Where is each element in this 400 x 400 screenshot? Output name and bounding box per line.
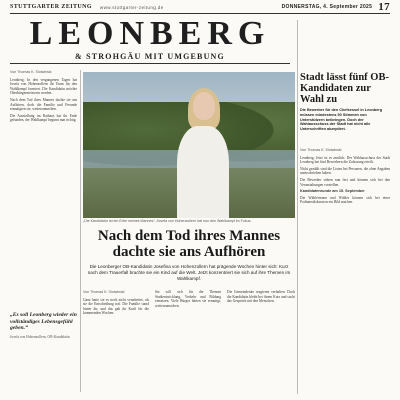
sidebar-divider: [297, 20, 298, 394]
main-lede: Die Leonberger OB-Kandidatin Josefina von Hohenzollern hat prägende Wochen hinter sich: Kurz nach dem Trauerfall brachte sie ein Kind auf die Welt. Jetzt konzentriert sie sich auf ihre Themen im Wahlkampf.: [87, 264, 291, 281]
page-number: 17: [378, 1, 390, 13]
page-header: [10, 2, 390, 12]
sidebar-kicker: Die Bewerber für den Chefsessel in Leonberg müssen mindestens 50 Stimmen von Unterstützern beibringen. Doch der Wahlausschuss der Stadt hat nicht alle Unterschriften akzeptiert.: [300, 108, 383, 132]
article-column-3: [227, 290, 295, 394]
pull-quote: [10, 312, 77, 340]
issue-date: DONNERSTAG, 4. September 2025: [281, 4, 373, 10]
sidebar-paragraph: Leonberg. Jetzt ist es amtlich: Der Wahlausschuss der Stadt Leonberg hat fünf Bewerbern die Zulassung erteilt.: [300, 155, 390, 165]
sidebar-article: [300, 72, 390, 132]
newspaper-name: STUTTGARTER ZEITUNG: [10, 4, 92, 10]
main-headline: Nach dem Tod ihres Mannes dachte sie ans Aufhören: [97, 228, 281, 260]
left-paragraph: Leonberg. In den vergangenen Tagen hat Josefa von Hohenzollern ihr Team für den Wahlkampf formiert. Die Kandidatin möchte Oberbürgermeisterin werden.: [10, 77, 77, 96]
left-paragraph: Die Ausstellung im Rathaus hat ihr Ende gefunden, der Wahlkampf beginnt nun richtig.: [10, 113, 77, 123]
article-paragraph: Ganz hatte sie es noch nicht verarbeitet, als sie die Entscheidung traf. Die Familie stand hinter ihr, und das gab ihr Kraft für die kommenden Wochen.: [83, 297, 149, 316]
section-subtitle: & STROHGÄU MIT UMGEBUNG: [75, 52, 225, 61]
header-rule: [10, 13, 390, 14]
article-paragraph: Die Gemeinderäte reagieren verhalten. Doch die Kandidatin bleibt bei ihrem Kurs und sucht das Gespräch mit den Menschen.: [227, 290, 295, 304]
sidebar-headline: Stadt lässt fünf OB-Kandidaten zur Wahl zu: [300, 72, 389, 105]
photo-caption: „Die Kandidatur ist ein Erbe meines Mannes“: Josefa von Hohenzollern hat nun den Wahlkampf im Fokus.: [83, 219, 252, 223]
sidebar-paragraph: Die Wählerinnen und Wähler können sich bei einer Podiumsdiskussion ein Bild machen.: [300, 195, 390, 205]
sidebar-body: [300, 148, 390, 394]
article-column-1: [83, 290, 149, 394]
left-paragraph: Nach dem Tod ihres Mannes dachte sie ans Aufhören, doch die Familie und Freunde ermutigten sie, weiterzumachen.: [10, 97, 77, 112]
website-url[interactable]: www.stuttgarter-zeitung.de: [99, 4, 164, 10]
pull-quote-text: „Es soll Leonberg wieder ein vollständiges Lebensgefühl geben.“: [10, 312, 77, 331]
left-byline: Von Thomas K. Slotwinski: [10, 70, 52, 74]
photo-person: [175, 92, 231, 218]
left-column: [10, 70, 77, 308]
sidebar-paragraph: Nicht gezählt sind die Listen bei Personen, die ohne Angaben unterschrieben haben.: [300, 166, 390, 176]
column-divider: [80, 70, 81, 392]
section-title: LEONBERG: [29, 15, 271, 52]
article-column-2: [155, 290, 221, 394]
sidebar-byline: Von Thomas K. Slotwinski: [300, 148, 342, 152]
pull-quote-author: Josefa von Hohenzollern, OB-Kandidatin: [10, 334, 70, 339]
sidebar-subhead: Kandidatenrunde am 15. September: [300, 189, 365, 194]
main-byline: Von Thomas K. Slotwinski: [83, 290, 125, 294]
section-rule: [10, 63, 290, 64]
article-paragraph: Sie will sich für die Themen Stadtentwicklung, Verkehr und Bildung einsetzen. Viele Bürger hätten sie ermutigt, weiterzumachen.: [155, 290, 221, 308]
main-photo: [83, 72, 295, 218]
sidebar-paragraph: Die Bewerber stehen nun fest und können sich bei den Veranstaltungen vorstellen.: [300, 177, 390, 187]
